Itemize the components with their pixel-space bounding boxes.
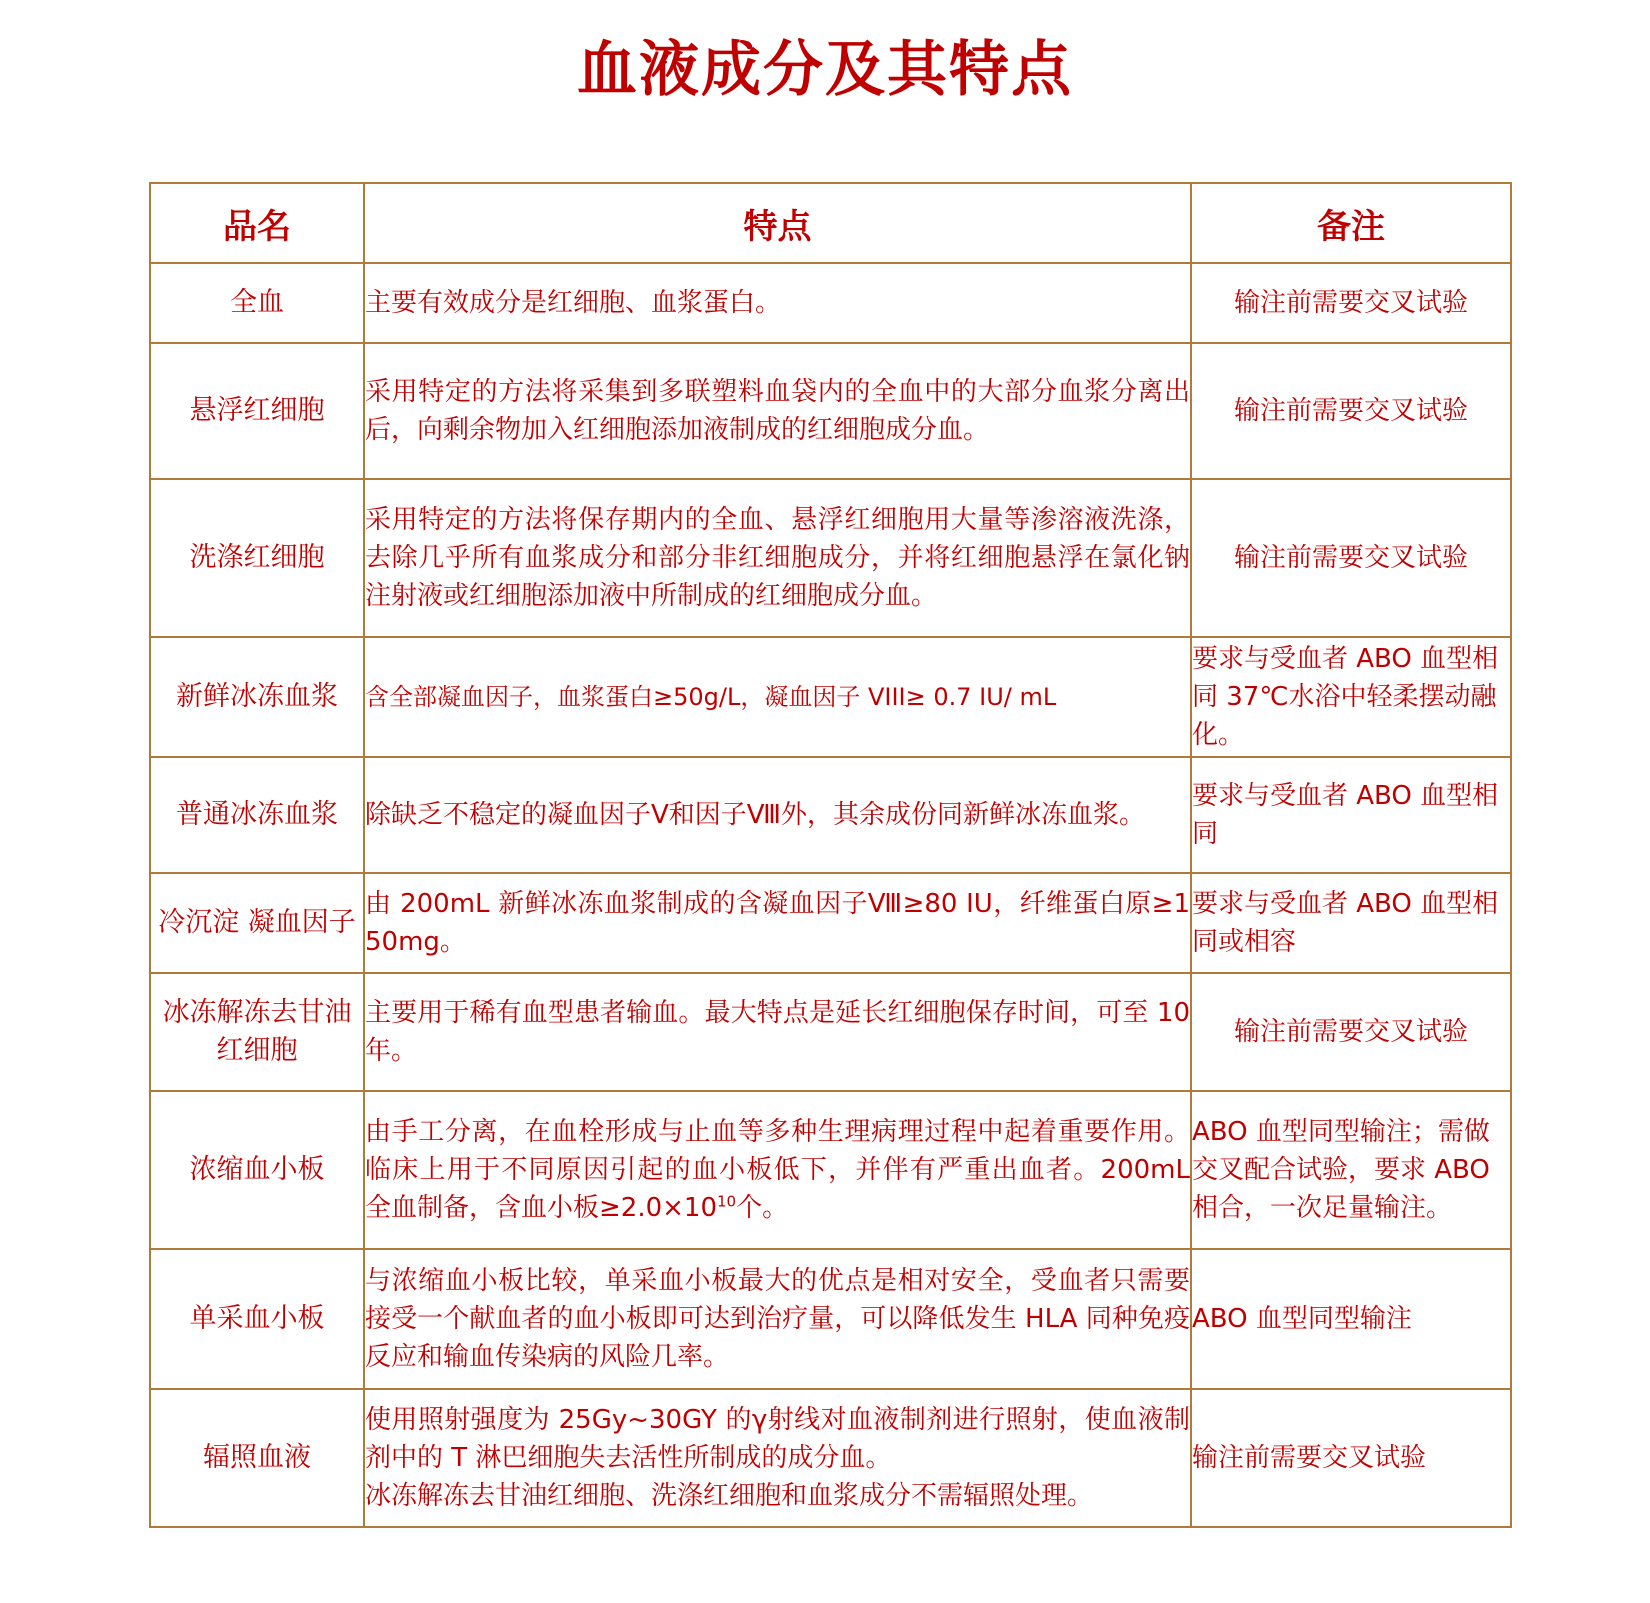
row-features-text: 采用特定的方法将采集到多联塑料血袋内的全血中的大部分血浆分离出后，向剩余物加入红细胞添加液制成的红细胞成分血。	[365, 377, 1190, 445]
table-row	[150, 343, 1511, 479]
row-notes: 输注前需要交叉试验	[1191, 343, 1511, 479]
header-name: 品名	[150, 183, 364, 263]
row-notes: 输注前需要交叉试验	[1191, 263, 1511, 343]
row-name: 悬浮红细胞	[150, 343, 364, 479]
row-name: 洗涤红细胞	[150, 479, 364, 637]
exponent: 10	[717, 1192, 737, 1211]
row-features-text-2: 冰冻解冻去甘油红细胞、洗涤红细胞和血浆成分不需辐照处理。	[365, 1481, 1094, 1511]
row-features	[364, 757, 1191, 873]
header-features: 特点	[364, 183, 1191, 263]
row-features-text: 使用照射强度为 25Gy~30GY 的γ射线对血液制剂进行照射，使血液制剂中的 T 淋巴细胞失去活性所制成的成分血。	[365, 1405, 1190, 1473]
table-row	[150, 637, 1511, 757]
row-name: 单采血小板	[150, 1249, 364, 1389]
row-notes: 输注前需要交叉试验	[1191, 1389, 1511, 1527]
row-notes: ABO 血型同型输注	[1191, 1249, 1511, 1389]
row-features	[364, 973, 1191, 1091]
row-notes: 要求与受血者 ABO 血型相同或相容	[1191, 873, 1511, 973]
table-row	[150, 973, 1511, 1091]
row-features	[364, 873, 1191, 973]
header-notes: 备注	[1191, 183, 1511, 263]
row-notes: 要求与受血者 ABO 血型相同	[1191, 757, 1511, 873]
row-features-text: 除缺乏不稳定的凝血因子Ⅴ和因子Ⅷ外，其余成份同新鲜冰冻血浆。	[365, 800, 1146, 830]
row-features-tail: 个。	[736, 1193, 789, 1223]
row-notes: ABO 血型同型输注；需做交叉配合试验，要求 ABO 相合，一次足量输注。	[1191, 1091, 1511, 1249]
row-notes: 输注前需要交叉试验	[1191, 479, 1511, 637]
row-features-text: 采用特定的方法将保存期内的全血、悬浮红细胞用大量等渗溶液洗涤，去除几乎所有血浆成分和部分非红细胞成分，并将红细胞悬浮在氯化钠注射液或红细胞添加液中所制成的红细胞成分血。	[365, 505, 1190, 611]
row-features	[364, 1389, 1191, 1527]
table-row	[150, 1389, 1511, 1527]
table-row	[150, 757, 1511, 873]
blood-components-table	[149, 182, 1512, 1528]
row-name: 冰冻解冻去甘油红细胞	[150, 973, 364, 1091]
page-title: 血液成分及其特点	[577, 35, 1073, 105]
row-features	[364, 263, 1191, 343]
row-features-text: 含全部凝血因子，血浆蛋白≥50g/L，凝血因子 VIII≥ 0.7 IU/ mL	[365, 683, 1057, 711]
row-features-text: 由 200mL 新鲜冰冻血浆制成的含凝血因子Ⅷ≥80 IU，纤维蛋白原≥150mg。	[365, 889, 1190, 957]
row-notes: 输注前需要交叉试验	[1191, 973, 1511, 1091]
row-features	[364, 479, 1191, 637]
row-features	[364, 1249, 1191, 1389]
row-features	[364, 1091, 1191, 1249]
row-name: 新鲜冰冻血浆	[150, 637, 364, 757]
row-notes: 要求与受血者 ABO 血型相同 37℃水浴中轻柔摆动融化。	[1191, 637, 1511, 757]
row-features-text: 主要用于稀有血型患者输血。最大特点是延长红细胞保存时间，可至 10 年。	[365, 998, 1190, 1066]
table-row	[150, 873, 1511, 973]
row-features-text: 主要有效成分是红细胞、血浆蛋白。	[365, 288, 782, 318]
row-name: 浓缩血小板	[150, 1091, 364, 1249]
table-header-row	[150, 183, 1511, 263]
table-row	[150, 263, 1511, 343]
row-name: 普通冰冻血浆	[150, 757, 364, 873]
row-name: 辐照血液	[150, 1389, 364, 1527]
table-row	[150, 1249, 1511, 1389]
row-name: 全血	[150, 263, 364, 343]
table-row	[150, 479, 1511, 637]
row-features	[364, 637, 1191, 757]
row-features-text: 与浓缩血小板比较，单采血小板最大的优点是相对安全，受血者只需要接受一个献血者的血小板即可达到治疗量，可以降低发生 HLA 同种免疫反应和输血传染病的风险几率。	[365, 1266, 1190, 1372]
row-name: 冷沉淀 凝血因子	[150, 873, 364, 973]
table-row	[150, 1091, 1511, 1249]
row-features	[364, 343, 1191, 479]
row-features-text: 由手工分离，在血栓形成与止血等多种生理病理过程中起着重要作用。临床上用于不同原因引起的血小板低下，并伴有严重出血者。200mL 全血制备，含血小板≥2.0×10	[365, 1117, 1190, 1223]
